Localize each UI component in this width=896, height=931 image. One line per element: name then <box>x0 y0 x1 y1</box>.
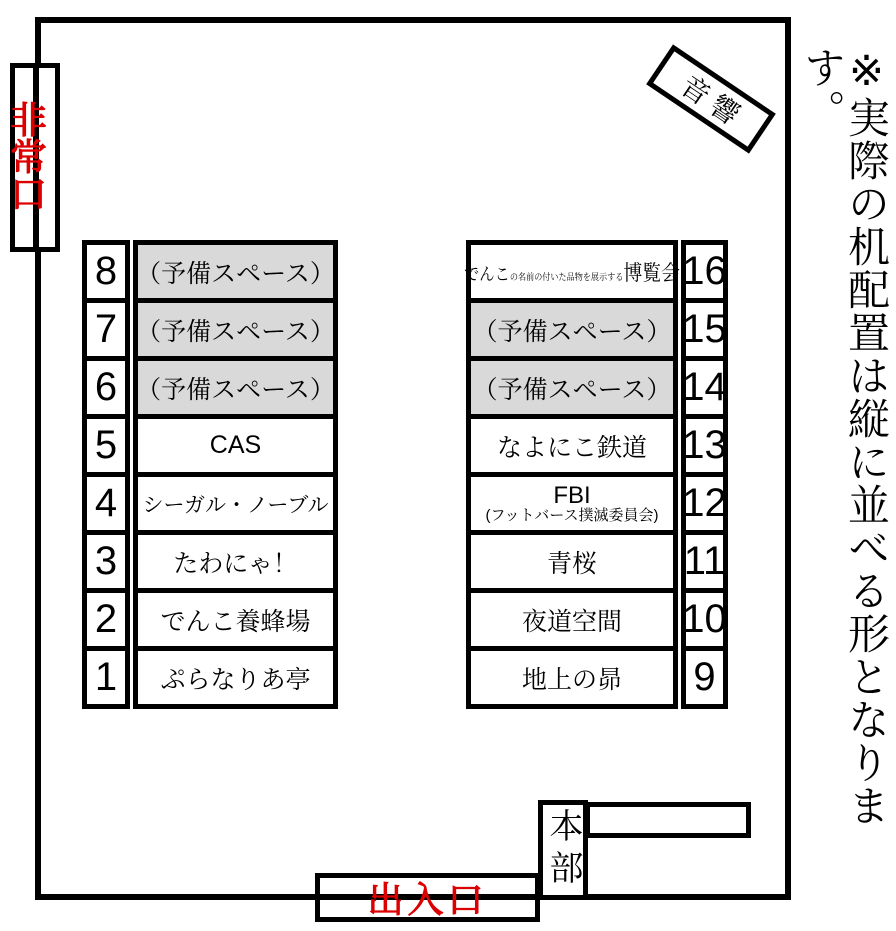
entrance-label: 出入口 <box>367 879 488 920</box>
booth-name-cell: ぷらなりあ亭 <box>133 646 338 709</box>
table-row-number: 6 <box>82 356 130 419</box>
table-row-number: 3 <box>82 530 130 593</box>
booth-name-cell: （予備スペース） <box>466 356 678 419</box>
booth-name-cell: 夜道空間 <box>466 588 678 651</box>
booth-name-cell: 青桜 <box>466 530 678 593</box>
table-row-number: 4 <box>82 472 130 535</box>
booth-name-cell: でんこ養蜂場 <box>133 588 338 651</box>
table-row-number: 7 <box>82 298 130 361</box>
booth-name-cell: （予備スペース） <box>133 356 338 419</box>
booth-name-cell: （予備スペース） <box>133 240 338 303</box>
booth-name-mixed: でんこ の名前の付いた品物を展示する 博覧会 <box>464 261 681 285</box>
empty-desk-rect <box>585 802 751 838</box>
sound-booth-label: 音響 <box>675 69 751 135</box>
table-row-number: 1 <box>82 646 130 709</box>
booth-name-cell: （予備スペース） <box>466 298 678 361</box>
vertical-note: ※実際の机配置は縦に並べる形となります。 <box>798 46 890 827</box>
table-row-number: 11 <box>681 530 728 593</box>
booth-name-cell: 地上の昴 <box>466 646 678 709</box>
emergency-exit-label: 非常口 <box>10 100 47 215</box>
right-table-number-column <box>681 240 728 709</box>
left-table-name-column <box>133 240 338 709</box>
table-row-number: 12 <box>681 472 728 535</box>
table-row-number: 2 <box>82 588 130 651</box>
booth-name-cell: CAS <box>133 414 338 477</box>
booth-name-cell <box>466 472 678 535</box>
table-row-number: 8 <box>82 240 130 303</box>
booth-name-cell <box>464 240 681 303</box>
booth-name-cell: シーガル・ノーブル <box>133 472 338 535</box>
table-row-number: 15 <box>681 298 728 361</box>
headquarters-box <box>538 800 588 900</box>
left-table-number-column <box>82 240 130 709</box>
headquarters-label: 本部 <box>544 808 582 892</box>
table-row-number: 13 <box>681 414 728 477</box>
entrance-box <box>315 873 540 922</box>
booth-name-two-line: FBI (フットバース撲滅委員会) <box>485 482 659 525</box>
booth-name-cell: （予備スペース） <box>133 298 338 361</box>
table-row-number: 10 <box>681 588 728 651</box>
table-row-number: 14 <box>681 356 728 419</box>
table-row-number: 9 <box>681 646 728 709</box>
booth-name-cell: たわにゃ！ <box>133 530 338 593</box>
right-table-name-column <box>464 240 681 709</box>
booth-name-cell: なよにこ鉄道 <box>466 414 678 477</box>
table-row-number: 16 <box>681 240 728 303</box>
table-row-number: 5 <box>82 414 130 477</box>
